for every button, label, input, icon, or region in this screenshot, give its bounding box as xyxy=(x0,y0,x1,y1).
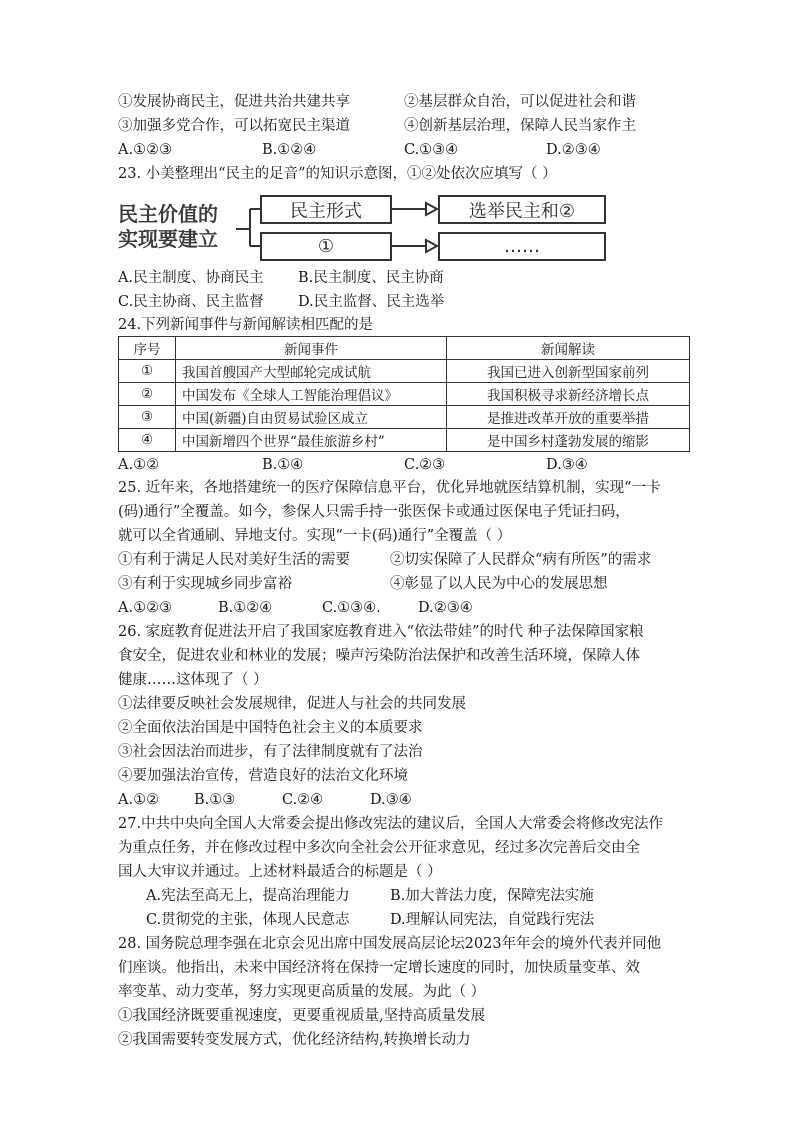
table-row xyxy=(119,429,690,452)
q22-option-2: ②基层群众自治，可以促进社会和谐 xyxy=(404,94,636,110)
table-header-row xyxy=(119,337,690,360)
header-event: 新闻事件 xyxy=(176,337,447,360)
q27-choice-c: C.贯彻党的主张，体现人民意志 xyxy=(146,912,350,928)
diagram-box-ellipsis: …… xyxy=(438,232,606,261)
q25-option-4: ④彰显了以人民为中心的发展思想 xyxy=(390,576,608,592)
row-event: 中国(新疆)自由贸易试验区成立 xyxy=(176,406,447,429)
header-index: 序号 xyxy=(119,337,176,360)
q26-option-1: ①法律要反映社会发展规律，促进人与社会的共同发展 xyxy=(118,696,466,712)
row-index: ① xyxy=(119,360,176,383)
q22-option-4: ④创新基层治理，保障人民当家作主 xyxy=(404,118,636,134)
q26-choice-c: C.②④ xyxy=(282,792,324,808)
row-index: ② xyxy=(119,383,176,406)
q22-option-3: ③加强多党合作，可以拓宽民主渠道 xyxy=(118,118,350,134)
q28-option-2: ②我国需要转变发展方式，优化经济结构,转换增长动力 xyxy=(118,1032,471,1048)
table-row xyxy=(119,406,690,429)
diagram-box-blank-1: ① xyxy=(260,232,392,261)
q28-option-1: ①我国经济既要重视速度，更要重视质量,坚持高质量发展 xyxy=(118,1008,486,1024)
q24-choice-c: C.②③ xyxy=(404,457,446,473)
diagram-title-line-1: 民主价值的 xyxy=(118,202,218,226)
table-row xyxy=(119,383,690,406)
q23-choice-a: A.民主制度、协商民主 xyxy=(118,270,264,286)
q22-choice-a: A.①②③ xyxy=(118,142,173,158)
q26-choice-a: A.①② xyxy=(118,792,160,808)
header-interpretation: 新闻解读 xyxy=(447,337,690,360)
q24-choice-d: D.③④ xyxy=(546,457,588,473)
q25-option-2: ②切实保障了人民群众“病有所医”的需求 xyxy=(390,552,652,568)
q27-stem-line-3: 国人大审议并通过。上述材料最适合的标题是（ ） xyxy=(118,864,442,880)
q28-stem-line-1: 28. 国务院总理李强在北京会见出席中国发展高层论坛2023年年会的境外代表并同他 xyxy=(118,936,662,952)
q27-choice-d: D.理解认同宪法，自觉践行宪法 xyxy=(390,912,595,928)
table-row xyxy=(119,360,690,383)
q23-choice-c: C.民主协商、民主监督 xyxy=(118,294,264,310)
q25-stem-line-2: (码)通行”全覆盖。如今，参保人只需手持一张医保卡或通过医保电子凭证扫码， xyxy=(118,504,630,520)
q28-stem-line-2: 们座谈。他指出，未来中国经济将在保持一定增长速度的同时，加快质量变革、效 xyxy=(118,960,640,976)
q23-choice-b: B.民主制度、民主协商 xyxy=(298,270,444,286)
q25-choice-b: B.①②④ xyxy=(218,600,273,616)
q25-stem-line-1: 25. 近年来，各地搭建统一的医疗保障信息平台，优化异地就医结算机制，实现“一卡 xyxy=(118,480,661,496)
diagram-title-line-2: 实现要建立 xyxy=(118,227,218,251)
q26-stem-line-2: 食安全，促进农业和林业的发展；噪声污染防治法保护和改善生活环境，保障人体 xyxy=(118,648,640,664)
diagram-box-democratic-form: 民主形式 xyxy=(260,195,392,224)
diagram-box-election-democracy: 选举民主和② xyxy=(438,195,606,224)
q27-choice-b: B.加大普法力度，保障宪法实施 xyxy=(390,888,594,904)
row-interpretation: 是中国乡村蓬勃发展的缩影 xyxy=(447,429,690,452)
q22-choice-d: D.②③④ xyxy=(546,142,601,158)
q22-choice-b: B.①②④ xyxy=(262,142,317,158)
q23-stem: 23. 小美整理出“民主的足音”的知识示意图，①②处依次应填写（ ） xyxy=(118,166,557,182)
q27-stem-line-1: 27.中共中央向全国人大常委会提出修改宪法的建议后，全国人大常委会将修改宪法作 xyxy=(118,816,664,832)
q25-option-3: ③有利于实现城乡同步富裕 xyxy=(118,576,292,592)
row-index: ④ xyxy=(119,429,176,452)
q24-choice-a: A.①② xyxy=(118,457,160,473)
q23-choice-d: D.民主监督、民主选举 xyxy=(298,294,445,310)
q25-option-1: ①有利于满足人民对美好生活的需要 xyxy=(118,552,350,568)
q27-stem-line-2: 为重点任务，并在修改过程中多次向全社会公开征求意见，经过多次完善后交由全 xyxy=(118,840,640,856)
q26-option-3: ③社会因法治而进步，有了法律制度就有了法治 xyxy=(118,744,423,760)
q26-choice-b: B.①③ xyxy=(194,792,236,808)
row-interpretation: 我国已进入创新型国家前列 xyxy=(447,360,690,383)
q25-choice-d: D.②③④ xyxy=(418,600,473,616)
row-event: 中国发布《全球人工智能治理倡议》 xyxy=(176,383,447,406)
q25-choice-c: C.①③④. xyxy=(322,600,381,616)
q27-choice-a: A.宪法至高无上，提高治理能力 xyxy=(146,888,350,904)
q26-choice-d: D.③④ xyxy=(370,792,412,808)
row-event: 我国首艘国产大型邮轮完成试航 xyxy=(176,360,447,383)
q24-choice-b: B.①④ xyxy=(262,457,304,473)
q25-stem-line-3: 就可以全省通刷、异地支付。实现“一卡(码)通行”全覆盖（ ） xyxy=(118,528,512,544)
news-table xyxy=(118,336,690,452)
q26-stem-line-3: 健康……这体现了（ ） xyxy=(118,672,268,688)
q26-stem-line-1: 26. 家庭教育促进法开启了我国家庭教育进入“依法带娃”的时代 种子法保障国家粮 xyxy=(118,624,644,640)
q26-option-2: ②全面依法治国是中国特色社会主义的本质要求 xyxy=(118,720,423,736)
q26-option-4: ④要加强法治宣传，营造良好的法治文化环境 xyxy=(118,768,408,784)
q24-stem: 24.下列新闻事件与新闻解读相匹配的是 xyxy=(118,317,374,333)
q25-choice-a: A.①②③ xyxy=(118,600,173,616)
row-index: ③ xyxy=(119,406,176,429)
row-interpretation: 我国积极寻求新经济增长点 xyxy=(447,383,690,406)
q28-stem-line-3: 率变革、动力变革，努力实现更高质量的发展。为此（ ） xyxy=(118,984,486,1000)
row-interpretation: 是推进改革开放的重要举措 xyxy=(447,406,690,429)
q22-choice-c: C.①③④ xyxy=(404,142,459,158)
q22-option-1: ①发展协商民主，促进共治共建共享 xyxy=(118,94,350,110)
row-event: 中国新增四个世界“最佳旅游乡村” xyxy=(176,429,447,452)
